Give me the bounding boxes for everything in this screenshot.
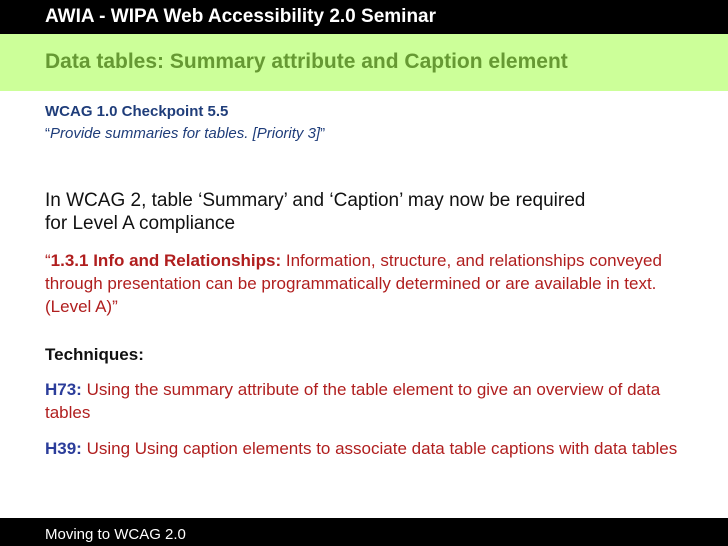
intro-paragraph: In WCAG 2, table ‘Summary’ and ‘Caption’ may now be required for Level A compliance <box>45 190 586 234</box>
seminar-title: AWIA - WIPA Web Accessibility 2.0 Seminar <box>45 6 437 27</box>
title-band <box>0 34 728 91</box>
open-quote: “ <box>45 125 50 142</box>
criterion-open-quote: “ <box>45 251 51 270</box>
slide-title: Data tables: Summary attribute and Caption element <box>45 50 568 73</box>
technique-item <box>45 437 685 460</box>
checkpoint-quote <box>45 125 325 142</box>
header-bar <box>0 0 728 34</box>
checkpoint-quote-text: Provide summaries for tables. [Priority 3] <box>50 125 321 142</box>
technique-text: Using Using caption elements to associate data table captions with data tables <box>81 439 678 458</box>
close-quote: ” <box>320 125 326 142</box>
technique-text: Using the summary attribute of the table element to give an overview of data tables <box>45 380 661 422</box>
technique-code: H39: <box>45 439 82 458</box>
success-criterion <box>45 249 705 318</box>
technique-item <box>45 378 685 424</box>
criterion-label: 1.3.1 Info and Relationships: <box>50 251 282 270</box>
footer-text: Moving to WCAG 2.0 <box>45 526 186 543</box>
footer-bar <box>0 518 728 546</box>
criterion-text: Information, structure, and relationships conveyed through presentation can be programmatically determined or are available in text. (Level A)” <box>45 251 662 316</box>
checkpoint-heading: WCAG 1.0 Checkpoint 5.5 <box>45 103 229 120</box>
technique-code: H73: <box>45 380 82 399</box>
techniques-label: Techniques: <box>45 345 144 364</box>
